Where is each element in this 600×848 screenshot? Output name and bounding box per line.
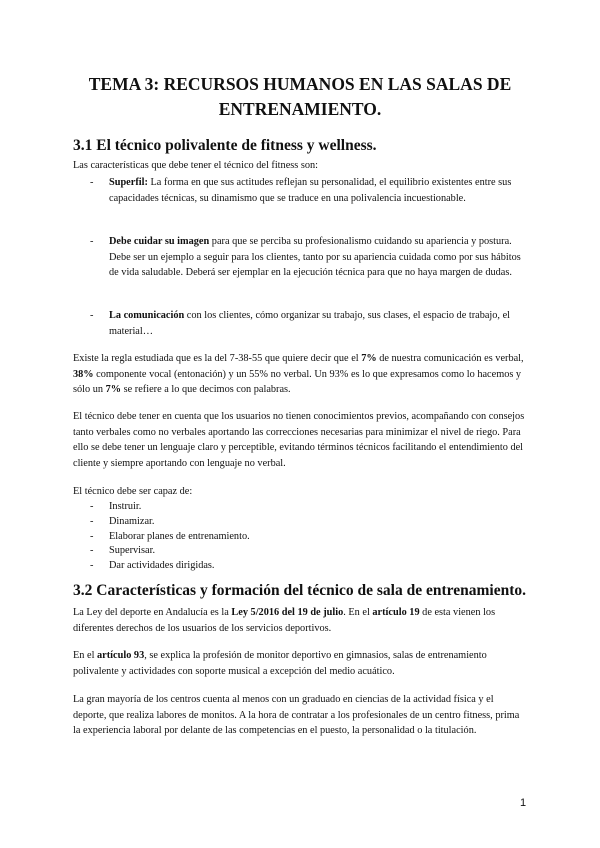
law-paragraph: La Ley del deporte en Andalucía es la Ley 5/2016 del 19 de julio. En el artículo 19 de esta vienen los diferentes derechos de los usuarios de los servicios deportivos. (73, 607, 496, 634)
capable-intro: El técnico debe ser capaz de: (73, 486, 193, 497)
rule-paragraph: Existe la regla estudiada que es la del 7-38-55 que quiere decir que el 7% de nuestra comunicación es verbal, 38% componente vocal (entonación) y un 55% no verbal. Un 93% es lo que expresamos como lo hacemos y sólo un 7% se refiere a lo que decimos con palabras. (73, 353, 524, 396)
page-number: 1 (520, 797, 527, 809)
article-paragraph: En el artículo 93, se explica la profesión de monitor deportivo en gimnasios, salas de entrenamiento polivalente y actividades con soporte musical a excepción del medio acuático. (73, 650, 487, 677)
section-2-heading: 3.2 Características y formación del técnico de sala de entrenamiento. (73, 582, 526, 599)
document-page: TEMA 3: RECURSOS HUMANOS EN LAS SALAS DE ENTRENAMIENTO. 3.1 El técnico polivalente de fitness y wellness. Las características que debe tener el técnico del fitness son: - Superfil: La forma en que sus actitudes reflejan su personalidad, el equilibrio existentes entre sus capacidades técnicas, su dinamismo que se traduce en una polivalencia incuestionable. - Debe cuidar su imagen para que se perciba su profesionalismo cuidando su apariencia y postura. Debe ser un ejemplo a seguir para los clientes, tanto por su apariencia cuidada como por sus hábitos de vida saludable. Deberá ser ejemplar en la ejecución técnica para que no haya margen de dudas. - La comunicación con los clientes, cómo organizar su trabajo, sus clases, el espacio de trabajo, el material… Existe la regla estudiada que es la del 7-38-55 que quiere decir que el 7% de nuestra comunicación es verbal, 38% componente vocal (entonación) y un 55% no verbal. Un 93% es lo que expresamos como lo hacemos y sólo un 7% se refiere a lo que decimos con palabras. El técnico debe tener en cuenta que los usuarios no tienen conocimientos previos, acompañando con consejos tanto verbales como no verbales aportando las correcciones necesarias para minimizar el nivel de riego. Para ello se debe tener un lenguaje claro y perceptible, evitando términos técnicos facilitando el entendimiento del cliente y siempre aportando con lenguaje no verbal. El técnico debe ser capaz de: - Instruir. - Dinamizar. - Elaborar planes de entrenamiento. - Supervisar. - Dar actividades dirigidas. 3.2 Características y formación del técnico de sala de entrenamiento. La Ley del deporte en Andalucía es la Ley 5/2016 del 19 de julio. En el artículo 19 de esta vienen los diferentes derechos de los usuarios de los servicios deportivos. En el artículo 93, se explica la profesión de monitor deportivo en gimnasios, salas de entrenamiento polivalente y actividades con soporte musical a excepción del medio acuático. La gran mayoría de los centros cuenta al menos con un graduado en ciencias de la actividad física y el deporte, que realiza labores de monitos. A la hora de contratar a los profesionales de un centro fitness, prima la experiencia laboral por delante de las competencias en el puesto, la personalidad o la titulación. 1 (0, 0, 600, 848)
centers-paragraph: La gran mayoría de los centros cuenta al menos con un graduado en ciencias de la actividad física y el deporte, que realiza labores de monitos. A la hora de contratar a los profesionales de un centro fitness, prima la experiencia laboral por delante de las competencias en el puesto, la personalidad o la titulación. (73, 694, 520, 737)
users-paragraph: El técnico debe tener en cuenta que los usuarios no tienen conocimientos previos, acompañando con consejos tanto verbales como no verbales aportando las correcciones necesarias para minimizar el nivel de riego. Para ello se debe tener un lenguaje claro y perceptible, evitando términos técnicos facilitando el entendimiento del cliente y siempre aportando con lenguaje no verbal. (73, 411, 525, 470)
document-title: TEMA 3: RECURSOS HUMANOS EN LAS SALAS DE ENTRENAMIENTO. (88, 74, 512, 119)
section-1-intro: Las características que debe tener el técnico del fitness son: (73, 160, 319, 171)
section-1-heading: 3.1 El técnico polivalente de fitness y wellness. (73, 137, 377, 154)
